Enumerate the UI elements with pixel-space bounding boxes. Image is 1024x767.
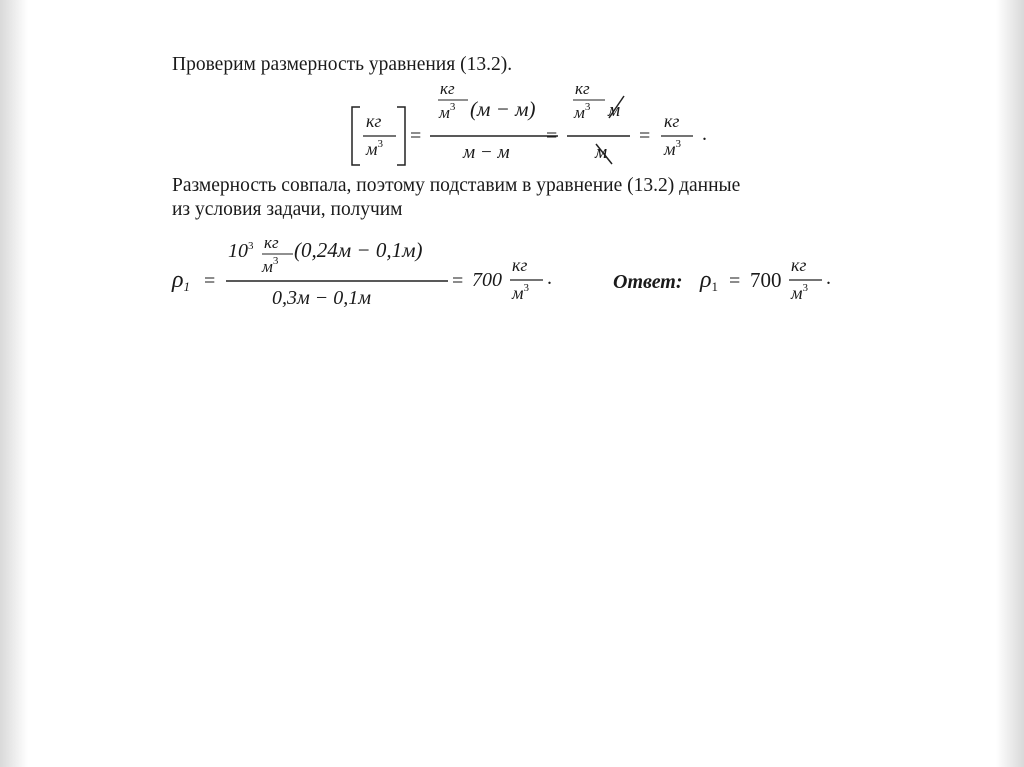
answer-unit-den: $м^3$	[791, 282, 808, 303]
eq2-num-unit-den: $м^3$	[262, 255, 279, 276]
eq1-equals-1: =	[410, 125, 422, 147]
eq2-result: 700	[472, 269, 502, 291]
eq2-dot: .	[547, 267, 552, 289]
eq2-equals-1: =	[204, 270, 216, 292]
dimension-matched-text: Размерность совпала, поэтому подставим в уравнение (13.2) данные	[172, 175, 741, 196]
eq1-frac2-crossed-den: м	[595, 142, 608, 163]
eq1-frac2-crossed-num: м	[608, 100, 621, 121]
eq1-num-unit-num: кг	[440, 79, 455, 98]
eq1-num-unit-den: $м^3$	[439, 101, 456, 122]
answer-equals: =	[729, 270, 741, 292]
eq1-equals-2b: =	[546, 125, 558, 147]
answer-rho: ρ1	[700, 267, 719, 294]
answer-value: 700	[750, 268, 782, 292]
eq2-result-unit-den: $м^3$	[512, 282, 529, 303]
eq2-equals-2: =	[452, 270, 464, 292]
eq1-num-bracket: (м − м)	[470, 97, 536, 121]
eq1-dot: .	[702, 123, 707, 145]
eq1-equals-3: =	[639, 125, 651, 147]
eq2-denominator: 0,3м − 0,1м	[272, 287, 372, 309]
eq2-coef: $10^3$	[228, 240, 254, 262]
eq1-frac2-unit-den: $м^3$	[574, 101, 591, 122]
eq1-result-unit-den: $м^3$	[664, 138, 681, 159]
eq1-frac2-unit-num: кг	[575, 79, 590, 98]
eq2-result-unit-num: кг	[512, 255, 528, 275]
eq2-num-unit-num: кг	[264, 233, 279, 252]
eq2-num-bracket: (0,24м − 0,1м)	[294, 238, 423, 262]
eq2-rho: ρ1	[172, 267, 191, 294]
eq1-left-unit-num: кг	[366, 111, 382, 131]
answer-label: Ответ:	[613, 271, 683, 293]
substitute-text: из условия задачи, получим	[172, 199, 403, 220]
eq1-result-unit-num: кг	[664, 111, 680, 131]
eq1-left-unit-den: $м^3$	[366, 138, 383, 159]
answer-unit-num: кг	[791, 255, 807, 275]
check-dimension-text: Проверим размерность уравнения (13.2).	[172, 54, 513, 75]
answer-dot: .	[826, 267, 831, 289]
eq1-big-den: м − м	[463, 142, 510, 163]
